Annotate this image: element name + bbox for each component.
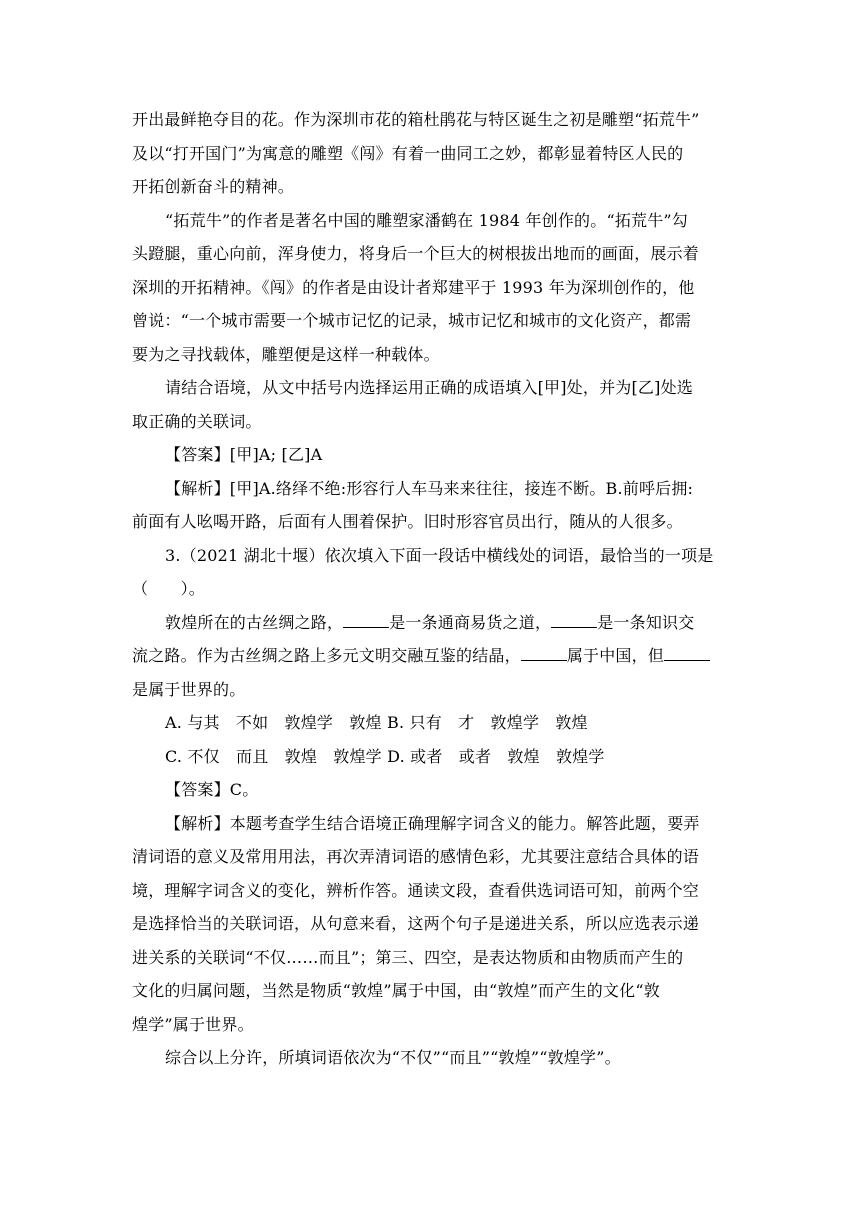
passage-fragment: 敦煌所在的古丝绸之路，: [165, 612, 344, 632]
text-line: 及以“打开国门”为寓意的雕塑《闯》有着一曲同工之妙，都彰显着特区人民的: [132, 143, 684, 163]
text-line: 前面有人吆喝开路，后面有人围着保护。旧时形容官员出行，随从的人很多。: [132, 512, 683, 531]
text-line: 文化的归属问题，当然是物质“敦煌”属于中国，由“敦煌”而产生的文化“敦: [132, 981, 660, 1000]
passage-fragment: 是一条通商易货之道，: [389, 612, 552, 632]
text-line: 煌学”属于世界。: [132, 1014, 254, 1034]
fill-blank-line: [132, 639, 730, 673]
passage-fragment: 是一条知识交: [597, 612, 695, 632]
analysis-line: 【解析】[甲]A.络绎不绝:形容行人车马来来往往，接连不断。B.前呼后拥:: [165, 478, 694, 498]
summary-line: 综合以上分许，所填词语依次为“不仅”“而且”“敦煌”“敦煌学”。: [165, 1048, 621, 1067]
text-line: 深圳的开拓精神。《闯》的作者是由设计者郑建平于 1993 年为深圳创作的，他: [132, 277, 695, 297]
text-line: 境，理解字词含义的变化，辨析作答。通读文段，查看供选词语可知，前两个空: [132, 880, 700, 900]
document-page: [132, 103, 730, 1075]
text-line: 开出最鲜艳夺目的花。作为深圳市花的箱杜鹃花与特区诞生之初是雕塑“拓荒牛”: [132, 110, 700, 129]
text-line: 曾说：“一个城市需要一个城市记忆的记录，城市记忆和城市的文化资产，都需: [132, 311, 692, 330]
analysis-line: 【解析】本题考查学生结合语境正确理解字词含义的能力。解答此题，要弄: [165, 813, 700, 833]
question-prompt: 请结合语境，从文中括号内选择运用正确的成语填入[甲]处，并为[乙]处选: [165, 378, 693, 397]
passage-fragment: 属于中国，但: [566, 646, 665, 665]
option-line: A. 与其 不如 敦煌学 敦煌 B. 只有 才 敦煌学 敦煌: [165, 713, 588, 732]
text-line: 取正确的关联词。: [132, 411, 262, 431]
answer-line: 【答案】[甲]A; [乙]A: [165, 445, 323, 464]
text-line: 开拓创新奋斗的精神。: [132, 177, 295, 196]
fill-blank-line: [132, 606, 730, 640]
answer-bracket: （ ）。: [132, 579, 206, 598]
answer-line: 【答案】C。: [165, 780, 259, 799]
blank: [343, 613, 389, 628]
text-line: 是选择恰当的关联词语，从句意来看，这两个句子是递进关系，所以应选表示递: [132, 914, 700, 933]
option-line: C. 不仅 而且 敦煌 敦煌学 D. 或者 或者 敦煌 敦煌学: [165, 746, 605, 766]
text-line: 进关系的关联词“不仅……而且”；第三、四空，是表达物质和由物质而产生的: [132, 947, 684, 967]
text-line: “拓荒牛”的作者是著名中国的雕塑家潘鹤在 1984 年创作的。“拓荒牛”勾: [165, 210, 689, 230]
blank: [664, 646, 710, 661]
text-line: 要为之寻找载体，雕塑便是这样一种载体。: [132, 344, 440, 364]
text-line: 头蹬腿，重心向前，浑身使力，将身后一个巨大的树根拔出地而的画面，展示着: [132, 244, 700, 263]
text-line: 是属于世界的。: [132, 679, 246, 699]
blank: [521, 646, 567, 661]
blank: [551, 613, 597, 628]
question-3: 3.（2021 湖北十堰）依次填入下面一段话中横线处的词语，最恰当的一项是: [165, 545, 714, 565]
text-line: 清词语的意义及常用用法，再次弄清词语的感情色彩，尤其要注意结合具体的语: [132, 847, 700, 866]
passage-fragment: 流之路。作为古丝绸之路上多元文明交融互鉴的结晶，: [132, 646, 521, 665]
